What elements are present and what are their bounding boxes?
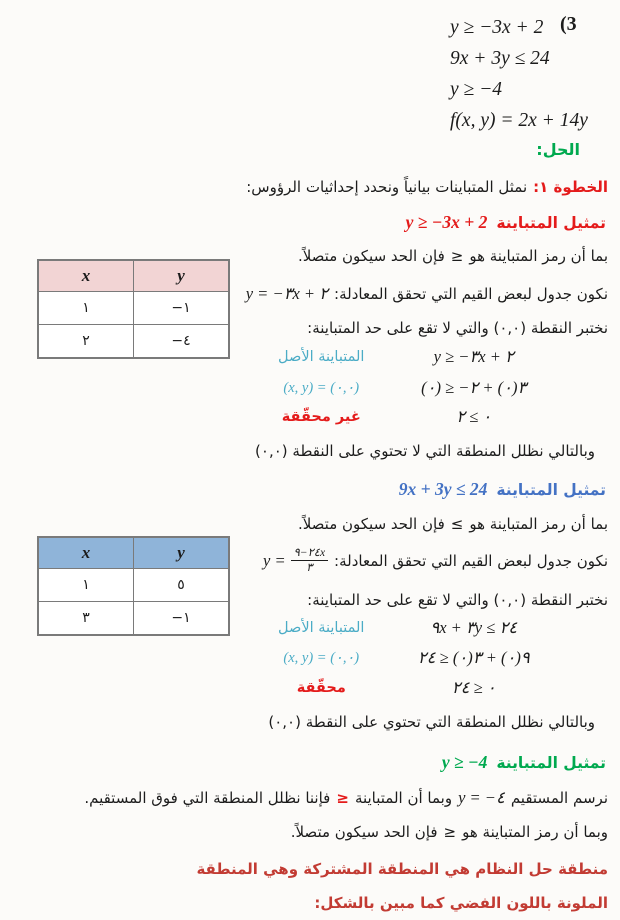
greater-equal-symbol: ≥ <box>450 247 464 265</box>
fraction <box>291 546 328 576</box>
values-table-1 <box>38 260 229 358</box>
step1-label: الخطوة ١: <box>533 178 608 196</box>
section1-table-intro-text: نكون جدول لبعض القيم التي تحقق المعادلة: <box>334 285 608 303</box>
section2-table-equation <box>263 546 328 576</box>
step1-line <box>246 176 608 198</box>
cell-y: −٤ <box>134 325 229 358</box>
section1-check-row-3 <box>245 407 550 427</box>
section1-solid-note <box>298 245 608 267</box>
section1-table-equation: y = −٣x + ٢ <box>245 284 329 303</box>
section1-solid-text-b: فإن الحد سيكون متصلاً. <box>297 247 445 265</box>
step1-text: نمثل المتباينات بيانياً ونحدد إحداثيات الرؤوس: <box>246 178 528 196</box>
check-math: ٠ ≤ ٢٤ <box>451 678 496 697</box>
section2-conclusion: وبالتالي نظلل المنطقة التي تحتوي على النقطة (٠,٠) <box>268 713 595 731</box>
section2-test-note: نختبر النقطة (٠,٠) والتي لا تقع على حد المتباينة: <box>307 591 608 609</box>
original-inequality-note: المتباينة الأصل <box>278 349 365 365</box>
greater-equal-symbol-red: ≥ <box>336 789 349 807</box>
substitution-note: (x, y) = (٠,٠) <box>283 379 360 396</box>
section3-text-c: فإننا نظلل المنطقة التي فوق المستقيم. <box>84 789 331 807</box>
section3-line-1 <box>84 787 608 809</box>
check-math: ٩(٠) + ٣(٠) ≤ ٢٤ <box>417 648 530 667</box>
column-header-x: x <box>39 538 134 569</box>
column-header-y: y <box>134 538 229 569</box>
section2-check-row-1 <box>245 618 550 638</box>
section2-solid-text-b: فإن الحد سيكون متصلاً. <box>297 515 445 533</box>
table-row <box>39 569 229 602</box>
problem-equations <box>450 12 588 136</box>
equation-1: y ≥ −3x + 2 <box>450 17 544 38</box>
table-row <box>39 292 229 325</box>
values-table-2 <box>38 537 229 635</box>
solution-label: الحل: <box>536 140 580 159</box>
check-math: ٠ ≥ ٢ <box>456 407 492 426</box>
section3-heading-math: y ≥ −4 <box>441 752 488 772</box>
section2-heading <box>399 479 606 500</box>
section1-check-row-2 <box>245 378 550 398</box>
fraction-denominator: ٣ <box>306 562 313 575</box>
section3-text-b: وبما أن المتباينة <box>354 789 453 807</box>
column-header-x: x <box>39 261 134 292</box>
section3-heading-label: تمثيل المتباينة <box>496 753 606 772</box>
table-row <box>39 602 229 635</box>
section2-table-intro-text: نكون جدول لبعض القيم التي تحقق المعادلة: <box>334 551 608 570</box>
section1-test-note: نختبر النقطة (٠,٠) والتي لا تقع على حد المتباينة: <box>307 319 608 337</box>
problem-number: (3 <box>560 13 577 35</box>
section2-check-row-3 <box>245 678 550 698</box>
section2-solid-text-a: بما أن رمز المتباينة هو <box>469 515 608 533</box>
section2-solid-note <box>298 513 608 535</box>
substitution-note: (x, y) = (٠,٠) <box>283 649 360 666</box>
table-header-row <box>39 538 229 569</box>
section3-solid-text-b: فإن الحد سيكون متصلاً. <box>290 823 438 841</box>
section2-table-intro <box>263 546 608 576</box>
original-inequality-note: المتباينة الأصل <box>278 620 365 636</box>
line-equation: y = −٤ <box>458 788 505 807</box>
section1-heading-math: y ≥ −3x + 2 <box>405 212 488 232</box>
section1-heading <box>406 212 606 233</box>
equation-2: 9x + 3y ≤ 24 <box>450 48 550 69</box>
section3-text-a: نرسم المستقيم <box>510 789 608 807</box>
section1-conclusion: وبالتالي نظلل المنطقة التي لا تحتوي على النقطة (٠,٠) <box>255 442 595 460</box>
fraction-lead: y = <box>263 550 286 570</box>
table-row <box>39 325 229 358</box>
section3-heading <box>442 752 606 773</box>
final-note-line-2: الملونة باللون الفضي كما مبين بالشكل: <box>314 894 608 912</box>
cell-y: ٥ <box>134 569 229 602</box>
section1-solid-text-a: بما أن رمز المتباينة هو <box>469 247 608 265</box>
equation-3: y ≥ −4 <box>450 79 503 100</box>
section1-table-intro <box>246 283 608 305</box>
cell-y: −١ <box>134 292 229 325</box>
section1-heading-label: تمثيل المتباينة <box>496 213 606 232</box>
column-header-y: y <box>134 261 229 292</box>
not-satisfied-badge: غير محقّقة <box>281 409 361 425</box>
check-math: (٠) ≥ −٣(٠) + ٢ <box>421 378 527 397</box>
section3-solid-text-a: وبما أن رمز المتباينة هو <box>462 823 608 841</box>
final-note-line-1: منطقة حل النظام هي المنطقة المشتركة وهي المنطقة <box>196 860 608 878</box>
equation-4: f(x, y) = 2x + 14y <box>450 110 588 131</box>
cell-y: −١ <box>134 602 229 635</box>
greater-equal-symbol: ≥ <box>443 823 457 841</box>
section1-check-row-1 <box>245 347 550 367</box>
check-math: ٩x + ٣y ≤ ٢٤ <box>430 618 518 637</box>
satisfied-badge: محقّقة <box>296 680 346 696</box>
section3-line-2 <box>291 821 608 843</box>
section2-heading-label: تمثيل المتباينة <box>496 480 606 499</box>
section2-heading-math: 9x + 3y ≤ 24 <box>398 479 488 499</box>
cell-x: ٢ <box>39 325 134 358</box>
cell-x: ١ <box>39 292 134 325</box>
cell-x: ٣ <box>39 602 134 635</box>
table-header-row <box>39 261 229 292</box>
fraction-numerator: ٢٤−٩x <box>291 546 328 561</box>
less-equal-symbol: ≤ <box>450 515 464 533</box>
section2-check-row-2 <box>245 648 550 668</box>
check-math: y ≥ −٣x + ٢ <box>433 347 514 366</box>
cell-x: ١ <box>39 569 134 602</box>
